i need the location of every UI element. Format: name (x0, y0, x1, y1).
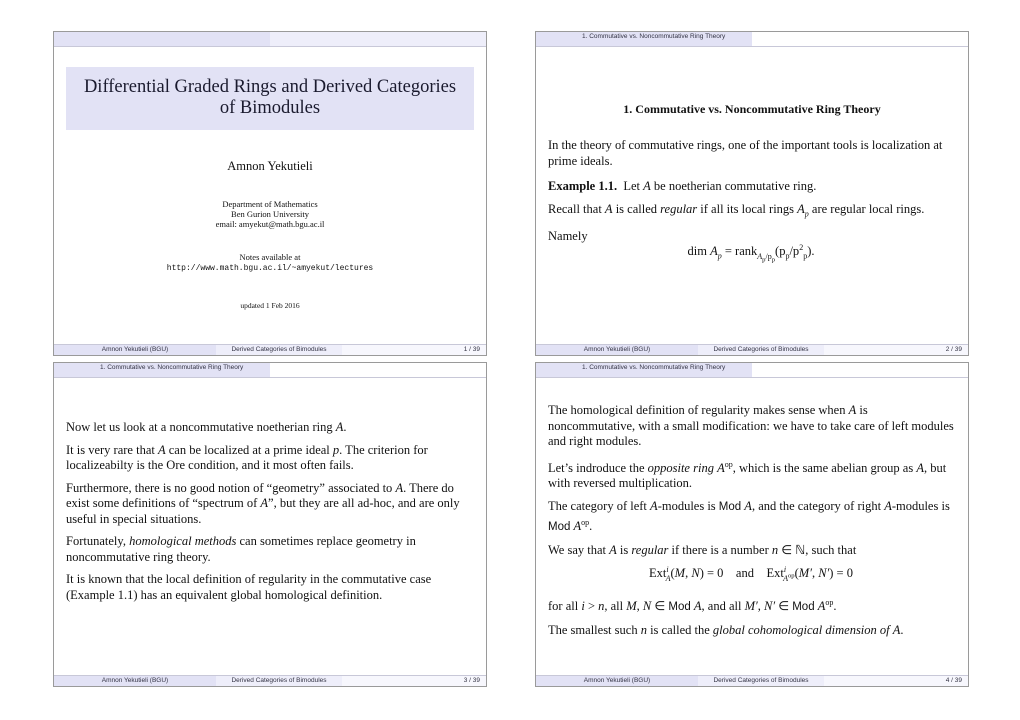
email: email: amyekut@math.bgu.ac.il (215, 219, 325, 229)
text: , which is the same abelian group as (732, 460, 914, 475)
text: are regular local rings. (811, 201, 925, 216)
page-number: 1 / 39 (463, 346, 480, 353)
slide-header (536, 363, 968, 378)
footer-title: Derived Categories of Bimodules (216, 676, 342, 686)
text: The smallest such (548, 623, 638, 638)
text: is called the (650, 623, 710, 638)
text: is noncommutative, with a small modification: we have to take care of left modules and right modules. (548, 403, 954, 448)
text: -modules is (891, 498, 950, 513)
paragraph-5: It is known that the local definition of regularity in the commutative case (Example 1.1) has an equivalent global homological definition. (66, 572, 432, 602)
text: , but with reversed multiplication. (548, 460, 947, 491)
text: , and the category of right (751, 498, 882, 513)
text: -modules is (657, 498, 716, 513)
text: can be localized at a prime ideal (168, 442, 330, 457)
slide-header (54, 363, 486, 378)
slide-4 (535, 362, 969, 687)
term-regular: regular (660, 201, 698, 216)
paragraph-4: We say that A is regular if there is a number n ∈ ℕ, such that (548, 542, 857, 557)
term-regular: regular (631, 542, 669, 557)
text: if all its local rings (700, 201, 795, 216)
slide-body (66, 420, 472, 610)
paragraph-3: Furthermore, there is no good notion of “geometry” associated to A. There do exist some definitions of “spectrum of A”, but they are all ad-hoc, and are only useful in special situations. (66, 480, 460, 526)
notes-block (54, 252, 486, 274)
paragraph-1: The homological definition of regularity makes sense when A is noncommutative, with a small modification: we have to take care of left modules and right modules. (548, 403, 954, 448)
formula-ext: Ext$^i_A$(M, N) = 0 and Ext$^i_{A^{op}}$(M′, N′) = 0 (649, 565, 853, 583)
header-block-right (270, 32, 487, 46)
section-title: 1. Commutative vs. Noncommutative Ring Theory (623, 102, 881, 116)
paragraph-2: It is very rare that A can be localized at a prime ideal p. The criterion for localizeabilty is the Ore condition, and it most often fails. (66, 442, 428, 472)
text: The homological definition of regularity makes sense when (548, 403, 846, 417)
formula-dim: dim $A_p$ = $rank_{A_p/p_p}(p_p/p^2_p)$. (687, 243, 815, 264)
and-word: and (735, 566, 754, 581)
slide-header (54, 32, 486, 47)
title-box (66, 67, 474, 130)
header-section: 1. Commutative vs. Noncommutative Ring Theory (582, 364, 726, 371)
department: Department of Mathematics (222, 199, 318, 209)
paragraph-5: for all i > n, all M, N ∈ Mod A, and all M′, N′ ∈ Mod $A^{op}$. (548, 598, 837, 614)
footer-author: Amnon Yekutieli (BGU) (54, 676, 216, 686)
slide-1 (53, 31, 487, 356)
header-section: 1. Commutative vs. Noncommutative Ring Theory (582, 33, 726, 40)
text: . The criterion for localizeabilty is the Ore condition, and it most often fails. (66, 442, 428, 472)
footer-page (824, 676, 969, 686)
footer-title: Derived Categories of Bimodules (216, 345, 342, 355)
term-homological-methods: homological methods (129, 534, 237, 548)
text: is called (615, 201, 657, 216)
footer-title: Derived Categories of Bimodules (698, 345, 824, 355)
term-opposite-ring: opposite ring (647, 460, 714, 475)
title-line-1: Differential Graded Rings and Derived Categories (83, 77, 457, 97)
notes-url[interactable]: http://www.math.bgu.ac.il/~amyekut/lectures (166, 264, 374, 273)
notes-label: Notes available at (239, 252, 301, 262)
paragraph-4 (66, 534, 472, 565)
title-line-2: of Bimodules (219, 98, 321, 118)
text: Fortunately, (66, 534, 126, 548)
text: Furthermore, there is no good notion of “geometry” associated to (66, 480, 393, 495)
text: , and all (701, 599, 742, 614)
paragraph-2: Let’s indroduce the opposite ring $A^{op}$, which is the same abelian group as A, but with reversed multiplication. (548, 459, 947, 491)
text: , all (604, 599, 624, 614)
university: Ben Gurion University (231, 209, 309, 219)
header-block (54, 32, 270, 46)
footer-author: Amnon Yekutieli (BGU) (536, 676, 698, 686)
slide-footer (536, 344, 968, 355)
text: Recall that (548, 201, 602, 216)
text: is (619, 542, 629, 557)
text: if there is a number (671, 542, 769, 557)
slide-footer (536, 675, 968, 686)
slide-body (548, 138, 954, 268)
footer-page (342, 345, 487, 355)
text: Now let us look at a noncommutative noetherian ring (66, 420, 333, 434)
text: for all (548, 599, 579, 614)
affiliation (54, 199, 486, 229)
text: ”, but they are all ad-hoc, and are only useful in special situations. (66, 496, 460, 526)
paragraph-6: The smallest such n is called the global cohomological dimension of A. (548, 623, 904, 638)
slide-header (536, 32, 968, 47)
text: Let’s indroduce the (548, 460, 645, 475)
slide-2 (535, 31, 969, 356)
text: It is very rare that (66, 442, 155, 457)
slide-footer (54, 344, 486, 355)
text: , such that (805, 542, 857, 557)
updated-date: updated 1 Feb 2016 (240, 301, 300, 310)
text: There do exist some definitions of “spectrum of (66, 480, 454, 510)
text: be noetherian commutative ring. (653, 179, 817, 193)
page-number: 4 / 39 (945, 677, 962, 684)
text: Let (623, 179, 641, 193)
example-1-1: Example 1.1. Let A be noetherian commutative ring. (548, 179, 817, 193)
header-section: 1. Commutative vs. Noncommutative Ring Theory (100, 364, 244, 371)
namely-label: Namely (548, 228, 588, 243)
page-number: 3 / 39 (463, 677, 480, 684)
slide-footer (54, 675, 486, 686)
text: can sometimes replace geometry in noncommutative ring theory. (66, 534, 416, 564)
example-label: Example 1.1. (548, 179, 618, 193)
paragraph-1: In the theory of commutative rings, one of the important tools is localization at prime ideals. (548, 138, 943, 168)
paragraph-2: Recall that A is called regular if all its local rings $A_p$ are regular local rings. (548, 201, 925, 218)
footer-page (342, 676, 487, 686)
text: The category of left (548, 498, 647, 513)
footer-title: Derived Categories of Bimodules (698, 676, 824, 686)
footer-author: Amnon Yekutieli (BGU) (536, 345, 698, 355)
footer-page (824, 345, 969, 355)
paragraph-3: The category of left A-modules is Mod A, and the category of right A-modules is Mod $A^{op}$. (548, 498, 950, 534)
slide-body (548, 403, 954, 646)
author-name: Amnon Yekutieli (227, 159, 313, 173)
slide-3 (53, 362, 487, 687)
footer-author: Amnon Yekutieli (BGU) (54, 345, 216, 355)
paragraph-1: Now let us look at a noncommutative noetherian ring A. (66, 420, 347, 434)
term-global-cohomological-dimension: global cohomological dimension of (712, 623, 890, 638)
text: We say that (548, 542, 607, 557)
page-number: 2 / 39 (945, 346, 962, 353)
